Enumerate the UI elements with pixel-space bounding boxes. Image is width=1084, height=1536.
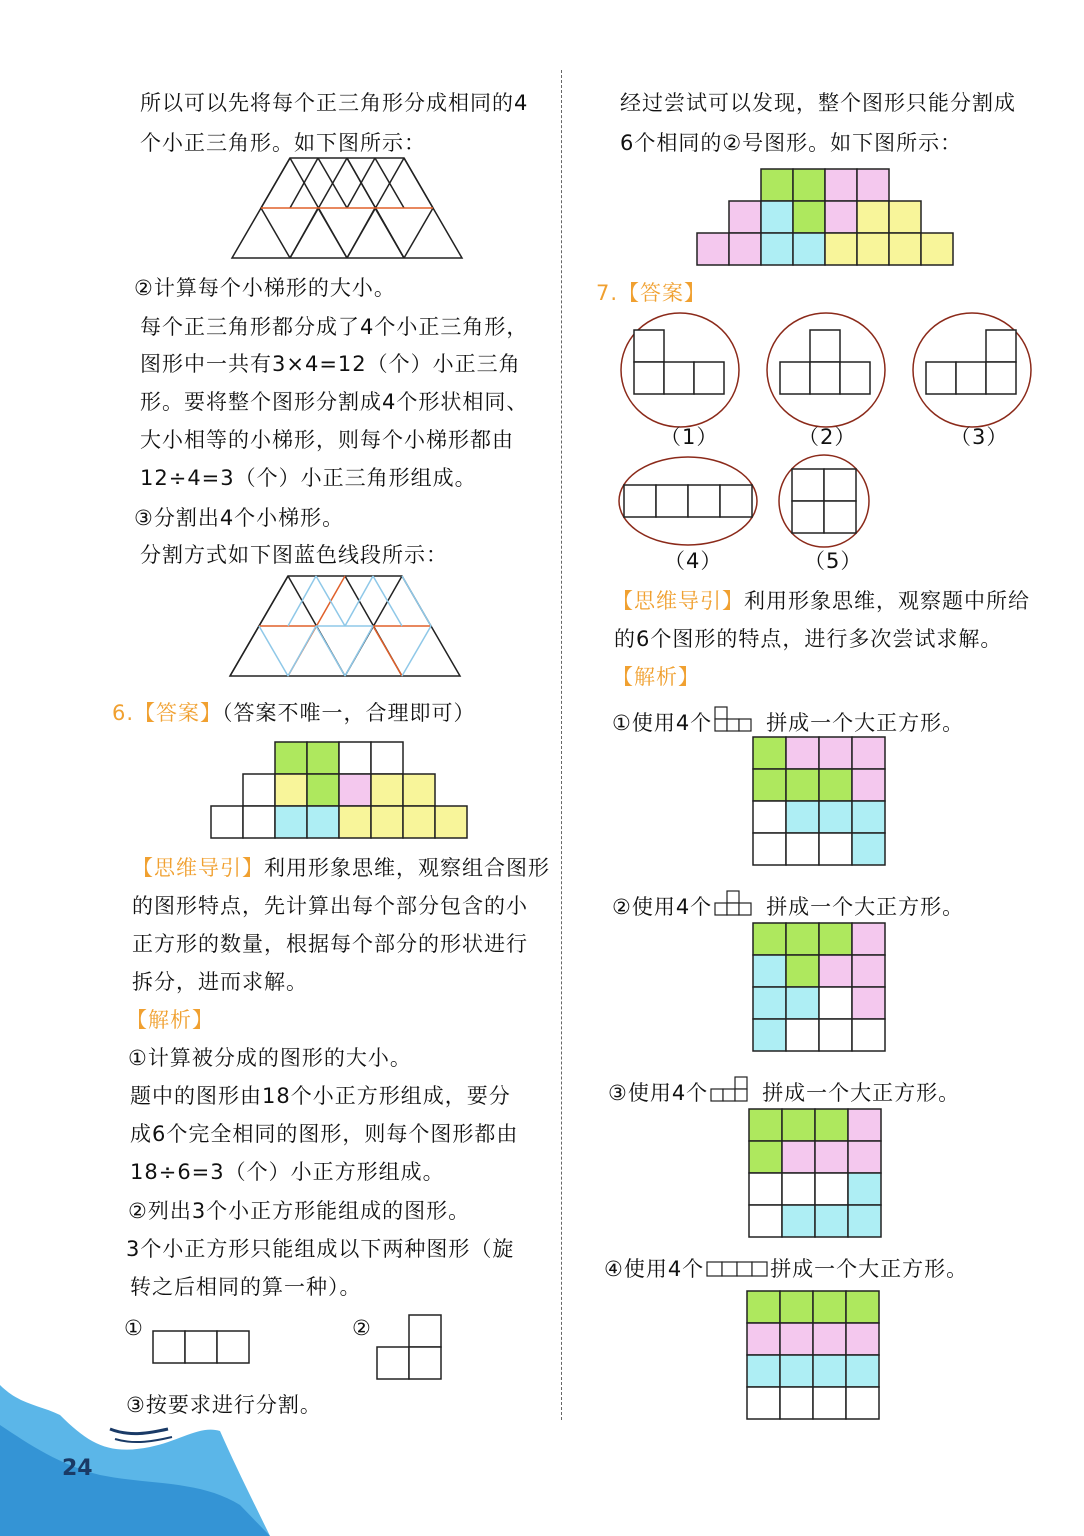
section-heading: ②计算每个小梯形的大小。 xyxy=(134,276,396,300)
caption: （5） xyxy=(804,549,863,573)
text-line: 的6个图形的特点，进行多次尝试求解。 xyxy=(614,627,1003,651)
square-solution-2 xyxy=(752,922,886,1054)
text-line: 18÷6=3（个）小正方形组成。 xyxy=(130,1160,445,1184)
usage-suffix: 拼成一个大正方形。 xyxy=(766,895,965,919)
circled-shape-5 xyxy=(778,454,870,548)
text-line: ②列出3个小正方形能组成的图形。 xyxy=(128,1199,471,1223)
section-heading: ③分割出4个小梯形。 xyxy=(134,506,345,530)
question-7-header xyxy=(596,280,706,306)
usage-prefix: ④使用4个 xyxy=(604,1257,705,1281)
usage-line xyxy=(612,888,964,920)
text-line: 分割方式如下图蓝色线段所示： xyxy=(140,543,448,567)
text-line: 经过尝试可以发现，整个图形只能分割成 xyxy=(620,91,1016,115)
text-line: 所以可以先将每个正三角形分成相同的4 xyxy=(140,91,529,115)
caption: （1） xyxy=(660,425,719,449)
question-number: 7. xyxy=(596,281,619,305)
column-divider xyxy=(561,70,562,1420)
guide-label: 【思维导引】 xyxy=(132,856,264,880)
text-line: 图形中一共有3×4=12（个）小正三角 xyxy=(140,352,521,376)
caption: （2） xyxy=(798,425,857,449)
usage-line xyxy=(604,1256,968,1282)
circled-shape-2 xyxy=(766,312,886,428)
text-line: 6个相同的②号图形。如下图所示： xyxy=(620,131,963,155)
square-solution-4 xyxy=(746,1290,880,1422)
text-line: 12÷4=3（个）小正三角形组成。 xyxy=(140,466,477,490)
text-line: ③按要求进行分割。 xyxy=(126,1393,322,1417)
text-line: 每个正三角形都分成了4个小正三角形， xyxy=(140,315,529,339)
guide-text: 利用形象思维，观察题中所给 xyxy=(744,589,1030,613)
usage-suffix: 拼成一个大正方形。 xyxy=(770,1257,969,1281)
shape-marker-1: ① xyxy=(124,1316,144,1340)
page-number: 24 xyxy=(62,1456,93,1481)
shape-marker-2: ② xyxy=(352,1316,372,1340)
text-line: ①计算被分成的图形的大小。 xyxy=(128,1046,412,1070)
usage-line xyxy=(608,1074,960,1106)
text-line: 成6个完全相同的图形，则每个图形都由 xyxy=(130,1122,519,1146)
text-line: 大小相等的小梯形，则每个小梯形都由 xyxy=(140,428,514,452)
shape-three-in-row xyxy=(152,1330,250,1364)
answer-note: （答案不唯一，合理即可） xyxy=(222,701,476,725)
caption: （3） xyxy=(950,425,1009,449)
circled-shape-3 xyxy=(912,312,1032,428)
text-line: 的图形特点，先计算出每个部分包含的小 xyxy=(132,894,528,918)
mini-shape-2 xyxy=(714,890,764,916)
answer-label: 【答案】 xyxy=(618,281,707,305)
question-6-header xyxy=(112,700,476,726)
question-number: 6. xyxy=(112,701,135,725)
text-line: 转之后相同的算一种）。 xyxy=(130,1275,362,1299)
text-line: 个小正三角形。如下图所示： xyxy=(140,131,426,155)
guide-line xyxy=(132,855,550,881)
staircase-figure-right xyxy=(696,168,958,266)
shape-l-tromino xyxy=(376,1314,442,1380)
trapezoid-figure-2 xyxy=(230,576,460,676)
usage-suffix: 拼成一个大正方形。 xyxy=(762,1081,961,1105)
usage-prefix: ③使用4个 xyxy=(608,1081,709,1105)
circled-shape-1 xyxy=(620,312,740,428)
square-solution-3 xyxy=(748,1108,882,1240)
mini-shape-3 xyxy=(710,1076,760,1102)
staircase-figure-q6 xyxy=(210,742,472,840)
text-line: 形。要将整个图形分割成4个形状相同、 xyxy=(140,390,529,414)
usage-suffix: 拼成一个大正方形。 xyxy=(766,711,965,735)
mini-shape-4 xyxy=(706,1258,768,1278)
analysis-label: 【解析】 xyxy=(612,665,700,689)
text-line: 拆分，进而求解。 xyxy=(132,970,308,994)
circled-shape-4 xyxy=(618,456,758,546)
usage-prefix: ①使用4个 xyxy=(612,711,713,735)
caption: （4） xyxy=(664,549,723,573)
text-line: 正方形的数量，根据每个部分的形状进行 xyxy=(132,932,528,956)
mini-shape-1 xyxy=(714,706,764,732)
usage-line xyxy=(612,704,964,736)
trapezoid-figure-1 xyxy=(232,158,462,258)
guide-line xyxy=(612,588,1030,614)
square-solution-1 xyxy=(752,736,886,868)
corner-wave-decoration xyxy=(0,1385,290,1536)
text-line: 3个小正方形只能组成以下两种图形（旋 xyxy=(126,1237,515,1261)
guide-text: 利用形象思维，观察组合图形 xyxy=(264,856,550,880)
text-line: 题中的图形由18个小正方形组成，要分 xyxy=(130,1084,511,1108)
guide-label: 【思维导引】 xyxy=(612,589,744,613)
answer-label: 【答案】 xyxy=(134,701,223,725)
analysis-label: 【解析】 xyxy=(126,1008,214,1032)
usage-prefix: ②使用4个 xyxy=(612,895,713,919)
